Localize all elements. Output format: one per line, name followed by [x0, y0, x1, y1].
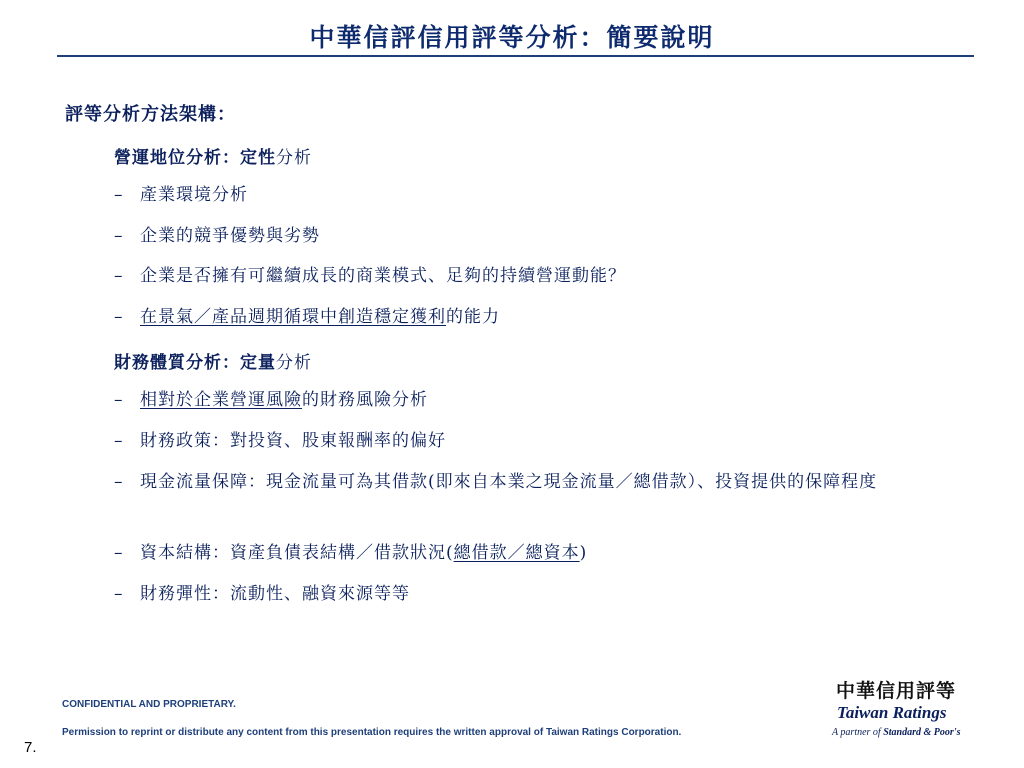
bullet-dash: –: [114, 226, 124, 246]
bullet-dash: –: [114, 472, 124, 492]
list-item: [114, 302, 954, 333]
logo-partner-name: Standard & Poor's: [883, 727, 961, 738]
bullet-dash: –: [114, 390, 124, 410]
bullet-dash: –: [114, 543, 124, 563]
list-item-text: 現金流量保障：現金流量可為其借款(即來自本業之現金流量／總借款）、投資提供的保障程度: [140, 472, 878, 492]
list-item-text: [140, 302, 954, 333]
underlined-text: 相對於企業營運風險: [140, 390, 302, 410]
list-item-text: 財務彈性：流動性、融資來源等等: [140, 584, 410, 604]
subheading-operations-rest: 分析: [276, 148, 312, 168]
bullet-dash: –: [114, 185, 124, 205]
taiwan-ratings-logo: [826, 676, 986, 746]
logo-partner-line: [832, 727, 960, 738]
subheading-operations: [114, 143, 312, 168]
bullet-dash: –: [114, 307, 124, 327]
list-item: [114, 221, 954, 252]
confidential-notice: CONFIDENTIAL AND PROPRIETARY.: [62, 699, 236, 710]
bullet-dash: –: [114, 584, 124, 604]
logo-english-text: Taiwan Ratings: [837, 703, 947, 722]
list-item: [114, 385, 954, 416]
list-item-text: 產業環境分析: [140, 185, 248, 205]
list-item: [114, 579, 954, 610]
subheading-financial-bold: 財務體質分析：定量: [114, 353, 276, 373]
list-item-before: 資本結構：資產負債表結構／借款狀況(: [140, 543, 454, 563]
list-item-rest: 的財務風險分析: [302, 390, 428, 410]
list-item-text: [140, 538, 954, 569]
list-item: [114, 467, 954, 498]
section-heading: 評等分析方法架構：: [65, 104, 236, 125]
subheading-financial-rest: 分析: [276, 353, 312, 373]
list-item-after: ): [579, 543, 588, 563]
list-item: [114, 426, 954, 457]
logo-partner-prefix: A partner of: [832, 727, 884, 738]
permission-notice: Permission to reprint or distribute any content from this presentation requires the written approval of Taiwan Ratings Corporation.: [62, 727, 682, 738]
bullet-dash: –: [114, 266, 124, 286]
page-title: 中華信評信用評等分析：簡要說明: [309, 23, 715, 52]
subheading-financial: [114, 348, 312, 373]
logo-chinese-text: 中華信用評等: [836, 680, 957, 702]
list-item-text: [140, 385, 954, 416]
page-number: 7.: [24, 739, 37, 756]
list-item: [114, 180, 954, 211]
list-item: [114, 261, 954, 292]
list-item-rest: 的能力: [446, 307, 500, 327]
underlined-text: 在景氣／產品週期循環中創造穩定獲利: [140, 307, 446, 327]
underlined-text: 總借款／總資本: [453, 543, 580, 563]
bullet-dash: –: [114, 431, 124, 451]
list-item-text: 企業是否擁有可繼續成長的商業模式、足夠的持續營運動能？: [140, 266, 626, 286]
list-item-text: 企業的競爭優勢與劣勢: [140, 226, 320, 246]
title-divider: [57, 55, 974, 57]
list-item: [114, 538, 954, 569]
subheading-operations-bold: 營運地位分析：定性: [114, 148, 276, 168]
list-item-text: 財務政策：對投資、股東報酬率的偏好: [140, 431, 446, 451]
